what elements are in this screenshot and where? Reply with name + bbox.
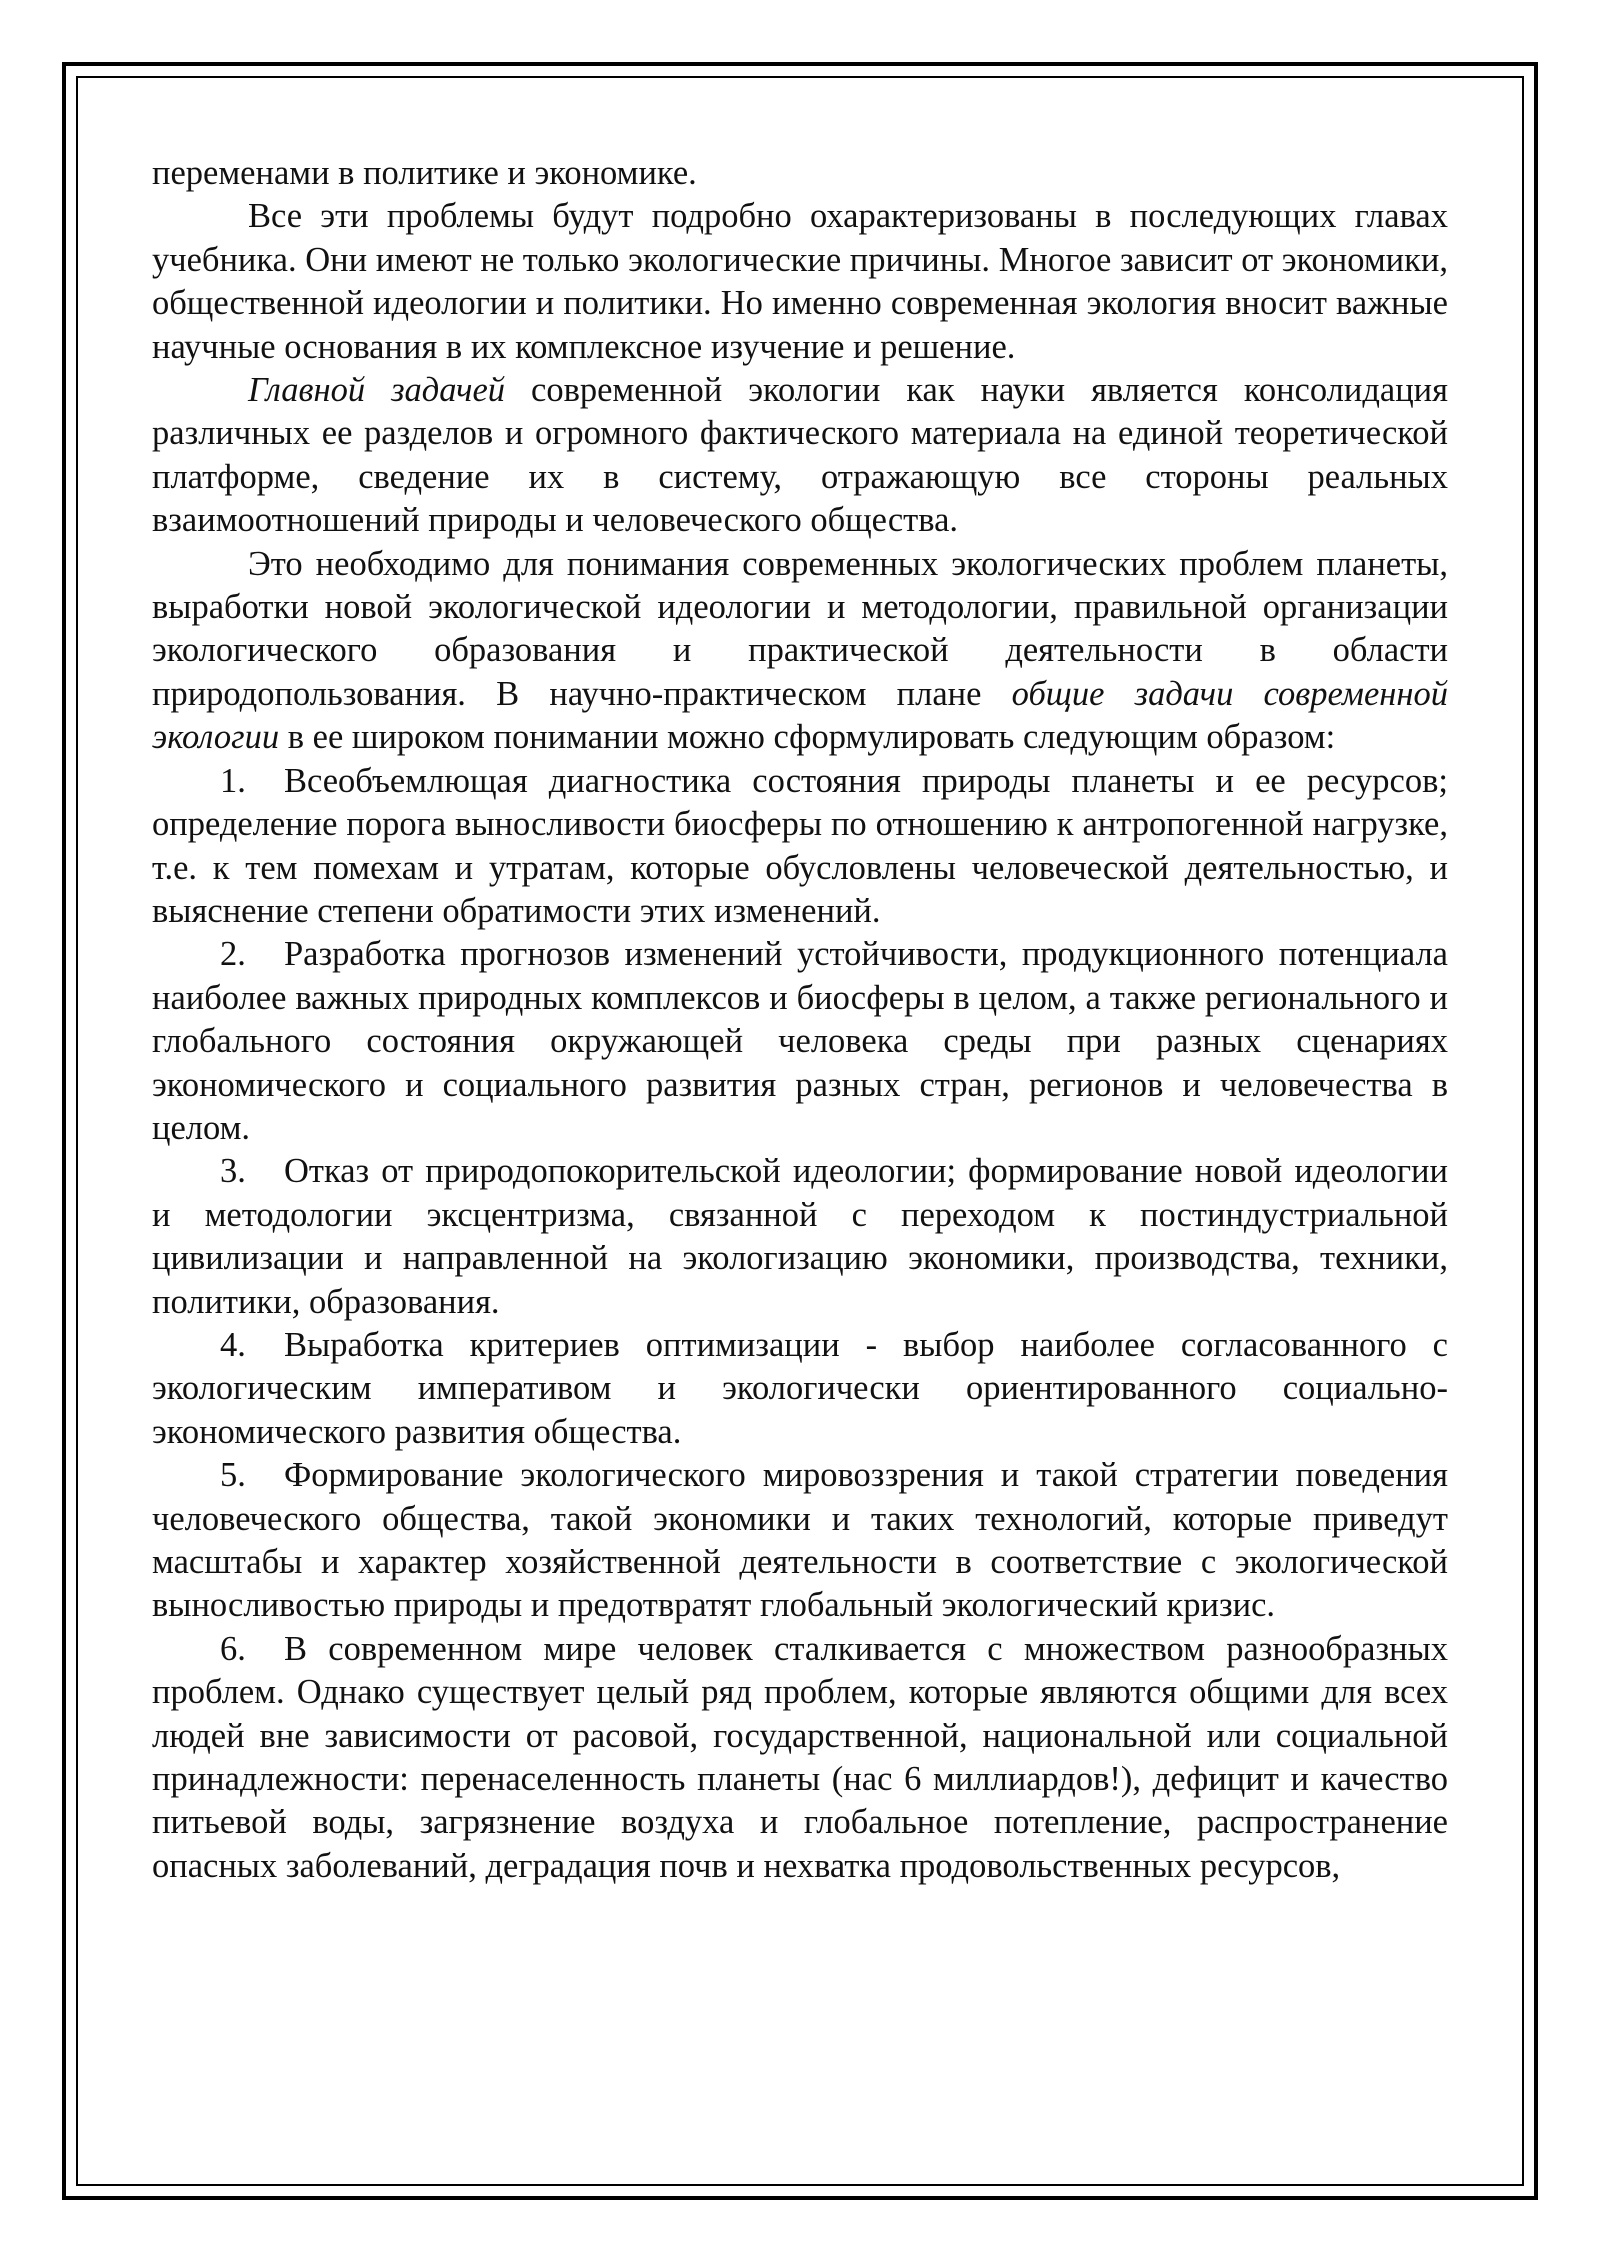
list-text: В современном мире человек сталкивается с множеством разнообразных проблем. Однако существует целый ряд проблем, которые являются общими для всех людей вне зависимости от расовой, государственной, национальной или социальной принадлежности: перенаселенность планеты (нас 6 миллиардов!), дефицит и качество питьевой воды, загрязнение воздуха и глобальное потепление, распространение опасных заболеваний, деградация почв и нехватка продовольственных ресурсов, xyxy=(152,1629,1448,1885)
list-item xyxy=(152,1150,1448,1324)
general-tasks-intro: Это необходимо для понимания современных экологических проблем планеты, выработки новой экологической идеологии и методологии, правильной организации экологического образования и практической деятельности в области природопользования. В научно-практическом плане xyxy=(152,544,1448,713)
document-body xyxy=(152,152,1448,1888)
list-text: Выработка критериев оптимизации - выбор наиболее согласованного с экологическим императивом и экологически ориентированного социально-экономического развития общества. xyxy=(152,1325,1448,1451)
paragraph-general-tasks xyxy=(152,543,1448,760)
paragraph-main-task xyxy=(152,369,1448,543)
general-tasks-emphasis: общие задачи современной экологии xyxy=(152,674,1448,757)
list-item xyxy=(152,1454,1448,1628)
main-task-emphasis: Главной задачей xyxy=(248,371,506,410)
list-text: Разработка прогнозов изменений устойчивости, продукционного потенциала наиболее важных природных комплексов и биосферы в целом, а также регионального и глобального состояния окружающей человека среды при разных сценариях экономического и социального развития разных стран, регионов и человечества в целом. xyxy=(152,935,1448,1147)
list-text: Всеобъемлющая диагностика состояния природы планеты и ее ресурсов; определение порога выносливости биосферы по отношению к антропогенной нагрузке, т.е. к тем помехам и утратам, которые обусловлены человеческой деятельностью, и выяснение степени обратимости этих изменений. xyxy=(152,761,1448,930)
list-item xyxy=(152,1324,1448,1454)
list-item xyxy=(152,1628,1448,1888)
list-number: 4. xyxy=(220,1325,246,1364)
list-item xyxy=(152,933,1448,1150)
list-number: 5. xyxy=(220,1456,246,1495)
list-number: 2. xyxy=(220,935,246,974)
main-task-text: современной экологии как науки является консолидация различных ее разделов и огромного фактического материала на единой теоретической платформе, сведение их в систему, отражающую все стороны реальных взаимоотношений природы и человеческого общества. xyxy=(152,371,1448,540)
paragraph-problems: Все эти проблемы будут подробно охарактеризованы в последующих главах учебника. Они имеют не только экологические причины. Многое зависит от экономики, общественной идеологии и политики. Но именно современная экология вносит важные научные основания в их комплексное изучение и решение. xyxy=(152,197,1448,366)
list-item xyxy=(152,760,1448,934)
paragraph-continuation: переменами в политике и экономике. xyxy=(152,154,697,192)
list-text: Отказ от природопокорительской идеологии; формирование новой идеологии и методологии эксцентризма, связанной с переходом к постиндустриальной цивилизации и направленной на экологизацию экономики, производства, техники, политики, образования. xyxy=(152,1152,1448,1321)
general-tasks-end: в ее широком понимании можно сформулировать следующим образом: xyxy=(279,718,1336,757)
list-text: Формирование экологического мировоззрения и такой стратегии поведения человеческого общества, такой экономики и таких технологий, которые приведут масштабы и характер хозяйственной деятельности в соответствие с экологической выносливостью природы и предотвратят глобальный экологический кризис. xyxy=(152,1456,1448,1625)
list-number: 6. xyxy=(220,1629,246,1668)
list-number: 3. xyxy=(220,1152,246,1191)
list-number: 1. xyxy=(220,761,246,800)
